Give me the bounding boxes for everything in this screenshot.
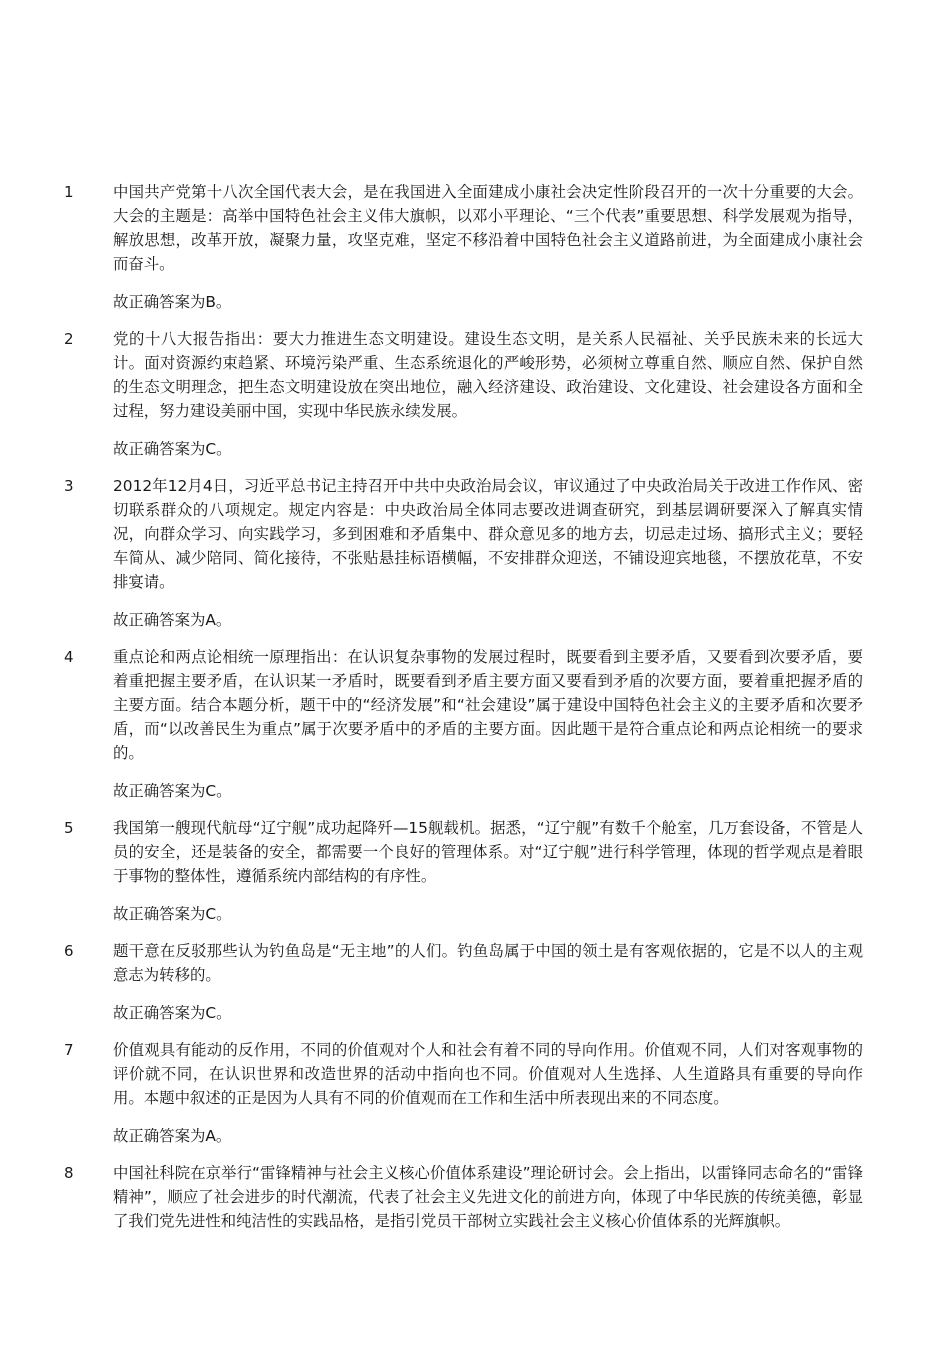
item-explanation: 重点论和两点论相统一原理指出：在认识复杂事物的发展过程时，既要看到主要矛盾，又要看到次要矛盾，要着重把握主要矛盾，在认识某一矛盾时，既要看到矛盾主要方面又要看到矛盾的次要方面，要着重把握矛盾的主要方面。结合本题分析，题干中的“经济发展”和“社会建设”属于建设中国特色社会主义的主要矛盾和次要矛盾，而“以改善民生为重点”属于次要矛盾中的矛盾的主要方面。因此题干是符合重点论和两点论相统一的要求的。	[113, 648, 863, 762]
item-number: 8	[64, 1164, 74, 1182]
answer-explanations-page	[0, 180, 950, 1246]
list-item	[0, 327, 950, 461]
item-explanation: 党的十八大报告指出：要大力推进生态文明建设。建设生态文明，是关系人民福祉、关乎民族未来的长远大计。面对资源约束趋紧、环境污染严重、生态系统退化的严峻形势，必须树立尊重自然、顺应自然、保护自然的生态文明理念，把生态文明建设放在突出地位，融入经济建设、政治建设、文化建设、社会建设各方面和全过程，努力建设美丽中国，实现中华民族永续发展。	[113, 330, 863, 420]
item-answer: 故正确答案为A。	[113, 611, 232, 629]
list-item	[0, 645, 950, 803]
item-answer: 故正确答案为C。	[113, 905, 232, 923]
list-item	[0, 816, 950, 926]
item-answer: 故正确答案为A。	[113, 1127, 232, 1145]
list-item	[0, 180, 950, 314]
item-explanation: 2012年12月4日，习近平总书记主持召开中共中央政治局会议，审议通过了中央政治局关于改进工作作风、密切联系群众的八项规定。规定内容是：中央政治局全体同志要改进调查研究，到基层调研要深入了解真实情况，向群众学习、向实践学习，多到困难和矛盾集中、群众意见多的地方去，切忌走过场、搞形式主义；要轻车简从、减少陪同、简化接待，不张贴悬挂标语横幅，不安排群众迎送，不铺设迎宾地毯，不摆放花草，不安排宴请。	[113, 477, 863, 591]
list-item	[0, 939, 950, 1025]
item-explanation: 题干意在反驳那些认为钓鱼岛是“无主地”的人们。钓鱼岛属于中国的领土是有客观依据的，它是不以人的主观意志为转移的。	[113, 942, 863, 984]
item-answer: 故正确答案为C。	[113, 782, 232, 800]
list-item	[0, 474, 950, 632]
item-explanation: 价值观具有能动的反作用，不同的价值观对个人和社会有着不同的导向作用。价值观不同，人们对客观事物的评价就不同，在认识世界和改造世界的活动中指向也不同。价值观对人生选择、人生道路具有重要的导向作用。本题中叙述的正是因为人具有不同的价值观而在工作和生活中所表现出来的不同态度。	[113, 1041, 863, 1107]
item-number: 6	[64, 942, 74, 960]
item-answer: 故正确答案为C。	[113, 1004, 232, 1022]
list-item	[0, 1038, 950, 1148]
item-explanation: 中国社科院在京举行“雷锋精神与社会主义核心价值体系建设”理论研讨会。会上指出，以雷锋同志命名的“雷锋精神”，顺应了社会进步的时代潮流，代表了社会主义先进文化的前进方向，体现了中华民族的传统美德，彰显了我们党先进性和纯洁性的实践品格，是指引党员干部树立实践社会主义核心价值体系的光辉旗帜。	[113, 1164, 863, 1230]
item-number: 4	[64, 648, 74, 666]
item-number: 1	[64, 183, 74, 201]
item-answer: 故正确答案为B。	[113, 293, 232, 311]
item-explanation: 中国共产党第十八次全国代表大会，是在我国进入全面建成小康社会决定性阶段召开的一次十分重要的大会。大会的主题是：高举中国特色社会主义伟大旗帜，以邓小平理论、“三个代表”重要思想、科学发展观为指导，解放思想，改革开放，凝聚力量，攻坚克难，坚定不移沿着中国特色社会主义道路前进，为全面建成小康社会而奋斗。	[113, 183, 863, 273]
item-number: 3	[64, 477, 74, 495]
item-answer: 故正确答案为C。	[113, 440, 232, 458]
item-explanation: 我国第一艘现代航母“辽宁舰”成功起降歼—15舰载机。据悉，“辽宁舰”有数千个舱室，几万套设备，不管是人员的安全，还是装备的安全，都需要一个良好的管理体系。对“辽宁舰”进行科学管理，体现的哲学观点是着眼于事物的整体性，遵循系统内部结构的有序性。	[113, 819, 863, 885]
item-number: 7	[64, 1041, 74, 1059]
item-number: 2	[64, 330, 74, 348]
item-number: 5	[64, 819, 74, 837]
list-item	[0, 1161, 950, 1233]
